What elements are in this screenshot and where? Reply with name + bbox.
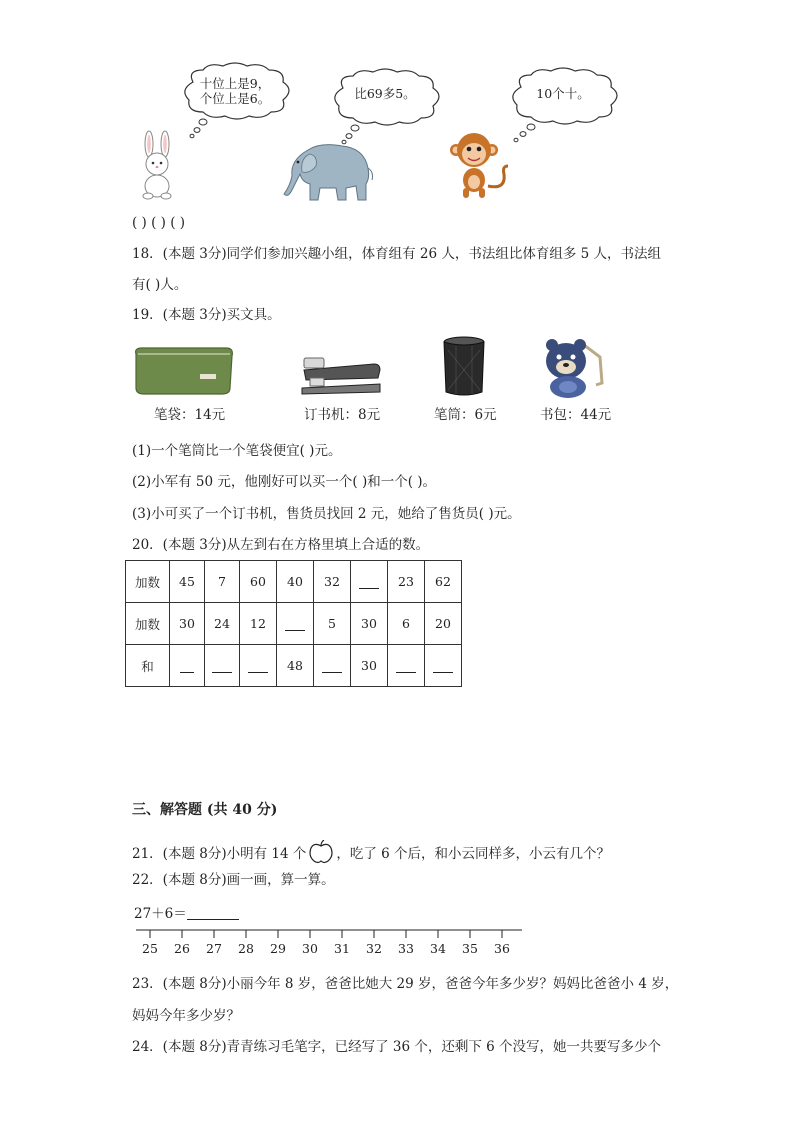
table-row <box>126 603 462 645</box>
q21-before: 21．(本题 8分)小明有 14 个 <box>132 846 307 862</box>
backpack-icon <box>544 335 606 399</box>
apple-icon <box>308 840 334 864</box>
elephant-thought-bubble <box>325 66 450 146</box>
tick-label: 26 <box>174 941 190 956</box>
table-cell: 20 <box>425 603 462 645</box>
section-title: 三、解答题 (共 40 分) <box>132 802 278 818</box>
tick-label: 30 <box>302 941 318 956</box>
rabbit-bubble-text: 十位上是9， 个位上是6。 <box>199 76 271 106</box>
table-cell: 30 <box>170 603 205 645</box>
tick-label: 28 <box>238 941 254 956</box>
addition-table <box>125 560 462 687</box>
q17-answer-blanks[interactable]: ( ) ( ) ( ) <box>132 215 186 231</box>
q22-equation[interactable] <box>134 905 239 923</box>
q23-line1: 23．(本题 8分)小丽今年 8 岁，爸爸比她大 29 岁，爸爸今年多少岁？妈妈比爸爸小 4 岁， <box>132 976 679 992</box>
table-cell: 12 <box>240 603 277 645</box>
q19-sub3[interactable]: (3)小可买了一个订书机，售货员找回 2 元，她给了售货员( )元。 <box>132 506 521 522</box>
q19-title: 19．(本题 3分)买文具。 <box>132 307 281 323</box>
row-header: 和 <box>126 645 170 687</box>
table-cell: 30 <box>351 645 388 687</box>
tick-label: 33 <box>398 941 414 956</box>
tick-label: 36 <box>494 941 510 956</box>
q18-line1: 18．(本题 3分)同学们参加兴趣小组，体育组有 26 人，书法组比体育组多 5 人，书法组 <box>132 246 662 262</box>
elephant-icon <box>280 138 376 202</box>
monkey-icon <box>448 130 512 200</box>
table-cell: 24 <box>205 603 240 645</box>
blank-cell[interactable] <box>170 645 205 687</box>
table-row <box>126 561 462 603</box>
tick-label: 27 <box>206 941 222 956</box>
table-cell: 48 <box>277 645 314 687</box>
pencil-case-price: 笔袋：14元 <box>154 407 226 423</box>
table-cell: 40 <box>277 561 314 603</box>
q23-line2: 妈妈今年多少岁？ <box>132 1008 240 1024</box>
monkey-bubble-text: 10个十。 <box>536 86 590 101</box>
q19-sub1[interactable]: (1)一个笔筒比一个笔袋便宜( )元。 <box>132 443 342 459</box>
monkey-thought-bubble <box>503 65 628 145</box>
answer-blank[interactable] <box>187 907 239 920</box>
tick-label: 25 <box>142 941 158 956</box>
stapler-price: 订书机：8元 <box>304 407 381 423</box>
blank-cell[interactable] <box>314 645 351 687</box>
tick-label: 32 <box>366 941 382 956</box>
q19-sub2[interactable]: (2)小军有 50 元，他刚好可以买一个( )和一个( )。 <box>132 474 437 490</box>
table-cell: 6 <box>388 603 425 645</box>
tick-label: 29 <box>270 941 286 956</box>
q21-after: ，吃了 6 个后，和小云同样多，小云有几个？ <box>336 846 611 862</box>
q18-line2[interactable]: 有( )人。 <box>132 277 188 293</box>
q22-title: 22．(本题 8分)画一画，算一算。 <box>132 872 335 888</box>
table-cell: 23 <box>388 561 425 603</box>
tick-label: 35 <box>462 941 478 956</box>
table-cell: 45 <box>170 561 205 603</box>
table-cell: 60 <box>240 561 277 603</box>
table-cell: 30 <box>351 603 388 645</box>
blank-cell[interactable] <box>277 603 314 645</box>
table-cell: 62 <box>425 561 462 603</box>
pen-holder-icon <box>442 336 486 398</box>
rabbit-icon <box>133 130 183 200</box>
q20-title: 20．(本题 3分)从左到右在方格里填上合适的数。 <box>132 537 430 553</box>
table-row <box>126 645 462 687</box>
tick-label: 31 <box>334 941 350 956</box>
pencil-case-icon <box>130 344 236 398</box>
table-cell: 7 <box>205 561 240 603</box>
backpack-price: 书包：44元 <box>540 407 612 423</box>
row-header: 加数 <box>126 561 170 603</box>
row-header: 加数 <box>126 603 170 645</box>
equation-text: 27＋6＝ <box>134 906 187 922</box>
q21-text <box>132 840 610 864</box>
blank-cell[interactable] <box>388 645 425 687</box>
blank-cell[interactable] <box>240 645 277 687</box>
tick-label: 34 <box>430 941 446 956</box>
blank-cell[interactable] <box>425 645 462 687</box>
blank-cell[interactable] <box>205 645 240 687</box>
stapler-icon <box>300 354 382 398</box>
table-cell: 5 <box>314 603 351 645</box>
blank-cell[interactable] <box>351 561 388 603</box>
q24-line1: 24．(本题 8分)青青练习毛笔字，已经写了 36 个，还剩下 6 个没写，她一共要写多少个 <box>132 1039 662 1055</box>
pen-holder-price: 笔筒：6元 <box>434 407 497 423</box>
table-cell: 32 <box>314 561 351 603</box>
elephant-bubble-text: 比69多5。 <box>354 86 416 101</box>
